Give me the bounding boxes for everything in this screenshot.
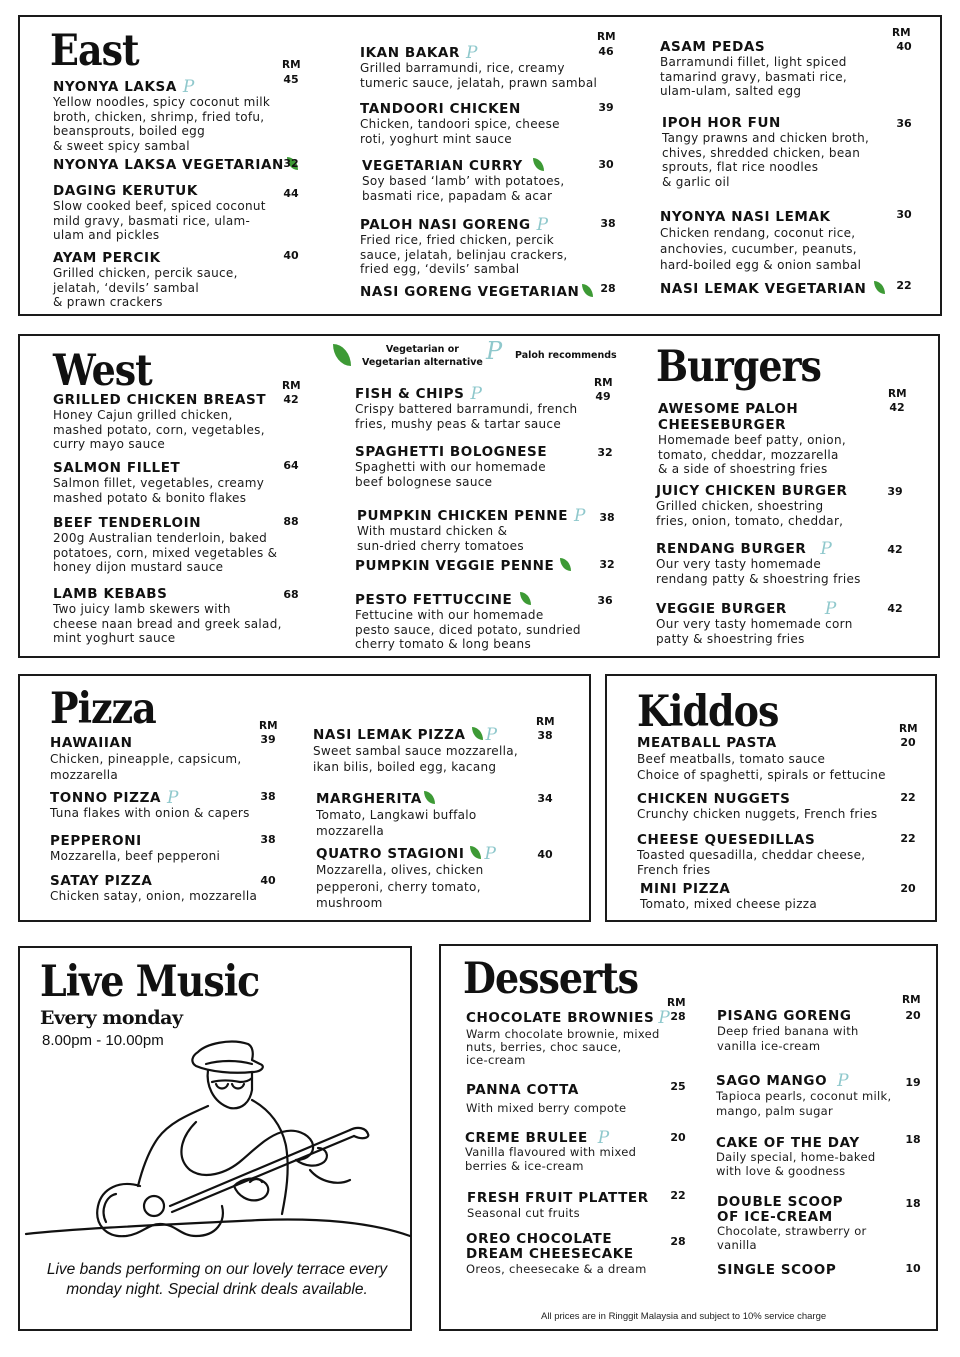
live-music-section	[18, 946, 412, 1331]
kiddos-title: Kiddos	[637, 685, 779, 736]
item-name: RENDANG BURGER	[656, 541, 807, 557]
item-name: JUICY CHICKEN BURGER	[656, 483, 848, 499]
live-music-subtitle: Every monday	[40, 1007, 183, 1029]
item-description: With mustard chicken & sun-dried cherry tomatoes	[357, 524, 524, 553]
item-price: 39	[260, 733, 276, 746]
menu-item	[53, 250, 238, 310]
pizza-title: Pizza	[50, 682, 156, 733]
paloh-recommends-icon: P	[470, 384, 483, 404]
item-name: PUMPKIN CHICKEN PENNE	[357, 508, 569, 524]
item-name: CAKE OF THE DAY	[716, 1135, 860, 1151]
item-description: With mixed berry compote	[466, 1101, 627, 1115]
item-description: Oreos, cheesecake & a dream	[466, 1262, 647, 1276]
item-price: 36	[896, 117, 912, 130]
item-name: SAGO MANGO	[716, 1073, 828, 1089]
desserts-title: Desserts	[463, 952, 639, 1003]
menu-item	[640, 881, 817, 912]
vegetarian-leaf-icon	[533, 158, 544, 171]
item-name: PUMPKIN VEGGIE PENNE	[355, 558, 555, 574]
item-price: 44	[283, 187, 299, 200]
item-price: 46	[598, 45, 614, 58]
item-price: 38	[537, 729, 553, 742]
item-price: 28	[670, 1235, 686, 1248]
item-description: Toasted quesadilla, cheddar cheese, French fries	[637, 848, 866, 877]
item-name: PALOH NASI GORENG	[360, 217, 531, 233]
item-name: SATAY PIZZA	[50, 873, 153, 889]
currency-label: RM	[902, 994, 921, 1006]
item-description: 200g Australian tenderloin, baked potatoes, corn, mixed vegetables & honey dijon mustard sauce	[53, 531, 278, 575]
item-name: HAWAIIAN	[50, 735, 133, 751]
item-price: 40	[283, 249, 299, 262]
menu-item	[660, 209, 861, 273]
item-name: QUATRO STAGIONI	[316, 846, 465, 862]
vegetarian-leaf-icon	[582, 284, 593, 297]
item-price: 34	[537, 792, 553, 805]
live-music-title: Live Music	[40, 955, 260, 1006]
item-price: 19	[905, 1076, 921, 1089]
menu-item	[637, 791, 877, 822]
item-price: 42	[887, 543, 903, 556]
menu-item	[355, 592, 581, 652]
item-price: 32	[283, 157, 299, 170]
paloh-recommends-icon: P	[182, 77, 195, 97]
item-name: NYONYA NASI LEMAK	[660, 209, 831, 225]
live-music-time: 8.00pm - 10.00pm	[42, 1032, 164, 1049]
item-price: 18	[905, 1197, 921, 1210]
item-price: 28	[670, 1010, 686, 1023]
item-description: Tomato, mixed cheese pizza	[640, 897, 818, 911]
currency-label: RM	[259, 720, 278, 732]
currency-label: RM	[597, 31, 616, 43]
menu-item	[717, 1195, 867, 1252]
item-name: TANDOORI CHICKEN	[360, 101, 521, 117]
item-description: Two juicy lamb skewers with cheese naan bread and greek salad, mint yoghurt sauce	[53, 602, 282, 646]
item-name: PESTO FETTUCCINE	[355, 592, 513, 608]
item-description: Grilled chicken, percik sauce, jelatah, ‘devils’ sambal & prawn crackers	[53, 266, 238, 310]
vegetarian-legend-label: Vegetarian or Vegetarian alternative	[362, 344, 483, 368]
menu-item	[53, 79, 270, 153]
menu-item	[355, 558, 571, 574]
menu-item	[717, 1008, 859, 1054]
menu-item	[362, 158, 564, 203]
item-price: 68	[283, 588, 299, 601]
currency-label: RM	[536, 716, 555, 728]
item-description: Grilled chicken, shoestring fries, onion, tomato, cheddar,	[656, 499, 844, 528]
menu-item	[360, 101, 560, 146]
item-price: 42	[889, 401, 905, 414]
menu-item	[465, 1130, 636, 1173]
paloh-recommends-legend-icon: P	[486, 337, 503, 365]
vegetarian-leaf-icon	[424, 791, 435, 804]
item-description: Barramundi fillet, light spiced tamarind gravy, basmati rice, ulam-ulam, salted egg	[660, 55, 848, 99]
item-price: 32	[599, 558, 615, 571]
vegetarian-leaf-icon	[472, 727, 483, 740]
currency-label: RM	[899, 723, 918, 735]
item-name: AWESOME PALOH CHEESEBURGER	[658, 401, 799, 433]
paloh-recommends-icon: P	[536, 215, 549, 235]
paloh-recommends-icon: P	[597, 1128, 610, 1148]
menu-item	[658, 401, 846, 477]
menu-item	[466, 1010, 670, 1067]
item-price: 20	[900, 736, 916, 749]
item-name: MINI PIZZA	[640, 881, 731, 897]
item-description: Slow cooked beef, spiced coconut mild gravy, basmati rice, ulam- ulam and pickles	[53, 199, 266, 243]
item-name: AYAM PERCIK	[53, 250, 161, 266]
currency-label: RM	[892, 27, 911, 39]
menu-item	[355, 444, 547, 489]
menu-item	[466, 1082, 626, 1116]
menu-item	[360, 45, 597, 90]
paloh-recommends-icon: P	[837, 1071, 850, 1091]
item-price: 38	[599, 511, 615, 524]
item-description: Grilled barramundi, rice, creamy tumeric sauce, jelatah, prawn sambal	[360, 61, 598, 90]
item-price: 38	[260, 790, 276, 803]
item-price: 38	[260, 833, 276, 846]
item-name: SINGLE SCOOP	[717, 1262, 837, 1278]
pizza-section	[18, 674, 591, 922]
item-description: Chicken, pineapple, capsicum, mozzarella	[50, 752, 242, 782]
item-price: 36	[597, 594, 613, 607]
item-description: Crispy battered barramundi, french fries, mushy peas & tartar sauce	[355, 402, 578, 431]
item-description: Daily special, home-baked with love & goodness	[716, 1150, 876, 1178]
item-description: Mozzarella, olives, chicken pepperoni, cherry tomato, mushroom	[316, 863, 484, 910]
paloh-recommends-icon: P	[484, 844, 497, 864]
menu-item	[357, 508, 586, 553]
item-name: NASI LEMAK PIZZA	[313, 727, 466, 743]
item-name: LAMB KEBABS	[53, 586, 168, 602]
item-description: Crunchy chicken nuggets, French fries	[637, 807, 878, 821]
menu-item	[656, 483, 848, 528]
item-name: CHEESE QUESEDILLAS	[637, 832, 816, 848]
menu-item	[53, 183, 266, 243]
item-price: 40	[896, 40, 912, 53]
item-description: Deep fried banana with vanilla ice-cream	[717, 1024, 859, 1053]
item-price: 30	[896, 208, 912, 221]
item-name: CHOCOLATE BROWNIES	[466, 1010, 655, 1026]
menu-item	[50, 833, 220, 864]
item-price: 38	[600, 217, 616, 230]
paloh-recommends-icon: P	[574, 506, 587, 526]
item-price: 10	[905, 1262, 921, 1275]
item-description: Homemade beef patty, onion, tomato, cheddar, mozzarella & a side of shoestring fries	[658, 433, 846, 477]
menu-item	[660, 39, 847, 99]
item-description: Tomato, Langkawi buffalo mozzarella	[316, 808, 477, 838]
item-price: 28	[600, 282, 616, 295]
desserts-section	[439, 944, 938, 1331]
item-price: 39	[887, 485, 903, 498]
menu-item	[662, 115, 869, 189]
item-description: Soy based ‘lamb’ with potatoes, basmati rice, papadam & acar	[362, 174, 565, 203]
item-description: Tangy prawns and chicken broth, chives, shredded chicken, bean sprouts, flat rice noodles & garlic oil	[662, 131, 870, 189]
menu-item	[716, 1073, 891, 1118]
item-name: FISH & CHIPS	[355, 386, 465, 402]
menu-item	[316, 791, 477, 839]
menu-item	[660, 281, 885, 297]
item-name: ASAM PEDAS	[660, 39, 766, 55]
paloh-recommends-icon: P	[167, 788, 180, 808]
item-name: DOUBLE SCOOP OF ICE-CREAM	[717, 1194, 844, 1225]
item-price: 22	[896, 279, 912, 292]
item-description: Chocolate, strawberry or vanilla	[717, 1224, 867, 1252]
currency-label: RM	[888, 388, 907, 400]
paloh-recommends-icon: P	[485, 725, 498, 745]
currency-label: RM	[282, 380, 301, 392]
menu-item	[466, 1232, 647, 1277]
item-description: Tuna flakes with onion & capers	[50, 806, 250, 820]
item-price: 25	[670, 1080, 686, 1093]
item-price: 22	[900, 832, 916, 845]
item-name: NASI GORENG VEGETARIAN	[360, 284, 580, 300]
vegetarian-leaf-icon	[520, 592, 531, 605]
menu-item	[53, 586, 282, 646]
item-name: SALMON FILLET	[53, 460, 181, 476]
item-description: Our very tasty homemade corn patty & shoestring fries	[656, 617, 853, 646]
item-price: 18	[905, 1133, 921, 1146]
menu-item	[50, 790, 250, 821]
item-price: 30	[598, 158, 614, 171]
item-description: Fried rice, fried chicken, percik sauce, jelatah, belinjau crackers, fried egg, ‘devils’ sambal	[360, 233, 568, 277]
item-description: Seasonal cut fruits	[467, 1206, 580, 1220]
paloh-recommends-icon: P	[820, 539, 833, 559]
item-price: 42	[283, 393, 299, 406]
item-description: Chicken, tandoori spice, cheese roti, yoghurt mint sauce	[360, 117, 560, 146]
east-title: East	[50, 24, 139, 75]
item-description: Warm chocolate brownie, mixed nuts, berries, choc sauce, ice-cream	[466, 1027, 660, 1067]
menu-item	[656, 541, 861, 586]
item-name: BEEF TENDERLOIN	[53, 515, 202, 531]
vegetarian-leaf-icon	[470, 846, 481, 859]
paloh-recommends-icon: P	[824, 599, 837, 619]
item-name: IKAN BAKAR	[360, 45, 460, 61]
menu-item	[50, 735, 242, 783]
item-name: DAGING KERUTUK	[53, 183, 198, 199]
item-price: 64	[283, 459, 299, 472]
menu-item	[316, 846, 496, 912]
currency-label: RM	[667, 997, 686, 1009]
item-description: Mozzarella, beef pepperoni	[50, 849, 221, 863]
item-price: 45	[283, 73, 299, 86]
item-description: Tapioca pearls, coconut milk, mango, palm sugar	[716, 1089, 892, 1118]
item-price: 40	[260, 874, 276, 887]
vegetarian-leaf-icon	[874, 281, 885, 294]
item-name: NYONYA LAKSA VEGETARIAN	[53, 157, 284, 173]
menu-item	[637, 832, 865, 877]
item-description: Our very tasty homemade rendang patty & shoestring fries	[656, 557, 861, 586]
item-name: PISANG GORENG	[717, 1008, 852, 1024]
item-name: GRILLED CHICKEN BREAST	[53, 392, 267, 408]
vegetarian-legend-leaf-icon	[333, 344, 351, 366]
item-name: OREO CHOCOLATE DREAM CHEESECAKE	[466, 1231, 634, 1262]
east-section	[18, 15, 942, 316]
item-description: Beef meatballs, tomato sauce Choice of spaghetti, spirals or fettucine	[637, 752, 886, 782]
guitarist-illustration-icon	[20, 1010, 414, 1240]
item-description: Sweet sambal sauce mozzarella, ikan bilis, boiled egg, kacang	[313, 744, 519, 774]
currency-label: RM	[282, 59, 301, 71]
menu-item	[717, 1262, 836, 1278]
menu-item	[53, 392, 266, 452]
item-name: SPAGHETTI BOLOGNESE	[355, 444, 548, 460]
item-price: 40	[537, 848, 553, 861]
item-name: PEPPERONI	[50, 833, 142, 849]
item-price: 42	[887, 602, 903, 615]
item-name: MEATBALL PASTA	[637, 735, 777, 751]
item-description: Yellow noodles, spicy coconut milk broth, chicken, shrimp, fried tofu, beansprouts, boiled egg & sweet spicy sambal	[53, 95, 271, 153]
menu-item	[50, 873, 257, 904]
menu-item	[313, 727, 518, 775]
live-music-description: Live bands performing on our lovely terrace every monday night. Special drink deals available.	[46, 1261, 388, 1298]
burgers-title: Burgers	[656, 340, 821, 391]
item-description: Fettucine with our homemade pesto sauce, diced potato, sundried cherry tomato & long beans	[355, 608, 581, 652]
item-name: CHICKEN NUGGETS	[637, 791, 791, 807]
item-price: 22	[900, 791, 916, 804]
item-name: VEGGIE BURGER	[656, 601, 787, 617]
menu-item	[637, 735, 886, 783]
item-price: 32	[597, 446, 613, 459]
item-description: Honey Cajun grilled chicken, mashed potato, corn, vegetables, curry mayo sauce	[53, 408, 265, 452]
item-description: Chicken satay, onion, mozzarella	[50, 889, 258, 903]
item-name: FRESH FRUIT PLATTER	[467, 1190, 649, 1206]
item-price: 22	[670, 1189, 686, 1202]
menu-item	[360, 217, 568, 277]
item-price: 20	[905, 1009, 921, 1022]
kiddos-section	[605, 674, 937, 922]
west-title: West	[53, 344, 152, 395]
item-name: NYONYA LAKSA	[53, 79, 177, 95]
menu-item	[656, 601, 853, 646]
menu-item	[716, 1135, 875, 1178]
paloh-recommends-icon: P	[658, 1008, 671, 1028]
west-burgers-section	[18, 334, 940, 658]
menu-item	[360, 284, 593, 300]
item-description: Vanilla flavoured with mixed berries & ice-cream	[465, 1145, 637, 1173]
item-price: 20	[900, 882, 916, 895]
item-name: PANNA COTTA	[466, 1082, 579, 1098]
item-name: MARGHERITA	[316, 791, 422, 807]
item-price: 39	[598, 101, 614, 114]
menu-item	[467, 1190, 649, 1221]
currency-label: RM	[594, 377, 613, 389]
paloh-recommends-icon: P	[465, 43, 479, 63]
item-price: 20	[670, 1131, 686, 1144]
menu-item	[355, 386, 577, 431]
paloh-recommends-legend-label: Paloh recommends	[515, 350, 617, 361]
item-price: 88	[283, 515, 299, 528]
item-name: CREME BRULEE	[465, 1130, 588, 1146]
item-description: Spaghetti with our homemade beef bolognese sauce	[355, 460, 546, 489]
service-charge-footnote: All prices are in Ringgit Malaysia and subject to 10% service charge	[541, 1311, 827, 1322]
item-name: TONNO PIZZA	[50, 790, 162, 806]
menu-item	[53, 460, 264, 505]
item-name: VEGETARIAN CURRY	[362, 158, 523, 174]
vegetarian-leaf-icon	[560, 558, 571, 571]
item-name: NASI LEMAK VEGETARIAN	[660, 281, 867, 297]
item-price: 49	[595, 390, 611, 403]
menu-item	[53, 515, 277, 575]
item-description: Chicken rendang, coconut rice, anchovies, cucumber, peanuts, hard-boiled egg & onion sambal	[660, 226, 862, 272]
item-description: Salmon fillet, vegetables, creamy mashed potato & bonito flakes	[53, 476, 265, 505]
menu-item	[53, 157, 298, 173]
item-name: IPOH HOR FUN	[662, 115, 781, 131]
